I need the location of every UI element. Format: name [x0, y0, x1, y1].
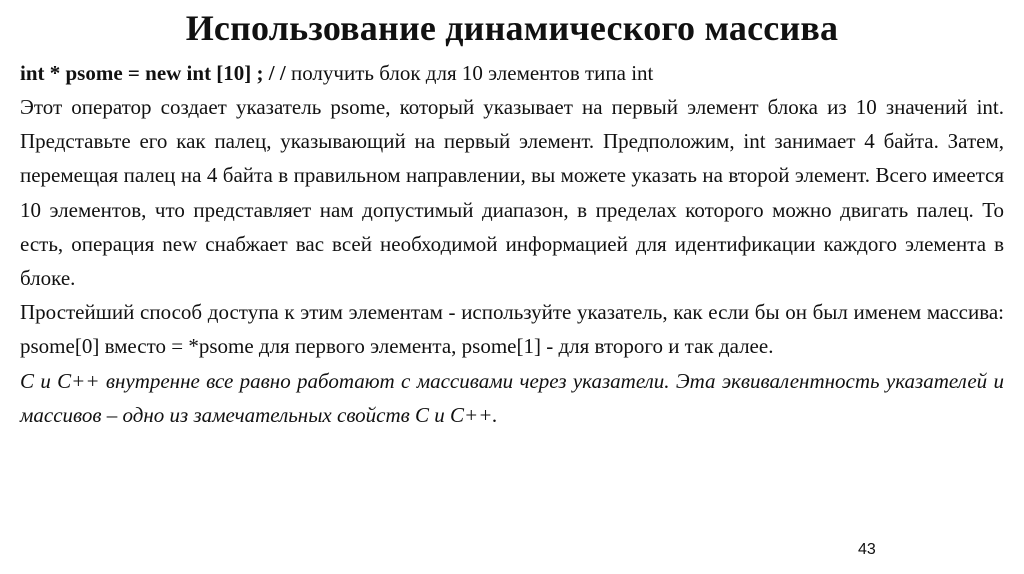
paragraph-pointer-array-equivalence: С и С++ внутренне все равно работают с массивами через указатели. Эта эквивалентность указателей и массивов – одно из замечательных свойств С и С++.	[20, 368, 1004, 427]
paragraph-element-access: Простейший способ доступа к этим элементам - используйте указатель, как если бы он был именем массива: psome[0] вместо = *psome для первого элемента, psome[1] - для второго и так далее.	[20, 300, 1004, 359]
code-comment: получить блок для 10 элементов типа int	[285, 61, 654, 85]
page-number: 43	[858, 541, 876, 558]
slide-body	[20, 90, 1004, 432]
code-statement: int * psome = new int [10] ; / /	[20, 61, 286, 85]
paragraph-pointer-explanation: Этот оператор создает указатель psome, который указывает на первый элемент блока из 10 значений int. Представьте его как палец, указывающий на первый элемент. Предположим, int занимает 4 байта. Затем, перемещая палец на 4 байта в правильном направлении, вы можете указать на второй элемент. Всего имеется 10 элементов, что представляет нам допустимый диапазон, в пределах которого можно двигать палец. То есть, операция new снабжает вас всей необходимой информацией для идентификации каждого элемента в блоке.	[20, 95, 1004, 291]
code-line	[20, 58, 653, 88]
slide-title: Использование динамического массива	[185, 8, 839, 48]
